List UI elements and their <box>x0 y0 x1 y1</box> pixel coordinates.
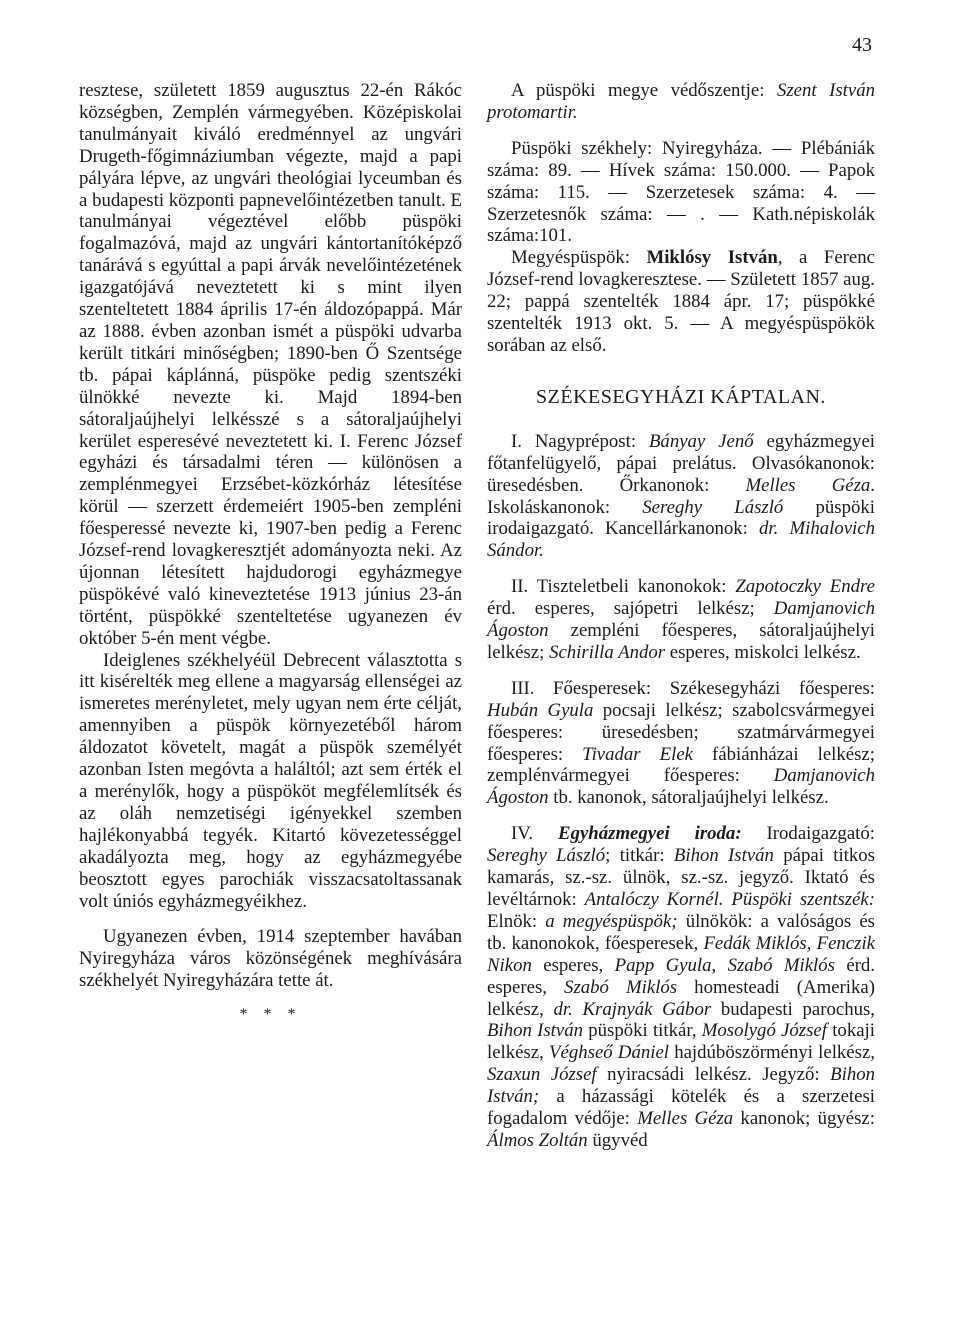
chapter-section-1: I. Nagyprépost: Bányay Jenő egyházmegyei főtanfelügyelő, pápai prelátus. Olvasókanonok: üresedésben. Őrkanonok: Melles Géza. Iskoláskanonok: Sereghy László püspöki irodaigazgató. Kancellárkanonok: dr. Mihalovich Sándor. <box>487 430 876 562</box>
left-column <box>79 80 462 1026</box>
patron-saint-name: Szent István protomartir. <box>487 80 875 123</box>
chapter-section-4: IV. Egyházmegyei iroda: Irodaigazgató: Sereghy László; titkár: Bihon István pápai titkos kamarás, sz.-sz. ülnök, sz.-sz. jegyző. Iktató és levéltárnok: Antalóczy Kornél. Püspöki szentszék: Elnök: a megyéspüspök; ülnökök: a valóságos és tb. kanonokok, főesperesek, Fedák Miklós, Fenczik Nikon esperes, Papp Gyula, Szabó Miklós érd. esperes, Szabó Miklós homesteadi (Amerika) lelkész, dr. Krajnyák Gábor budapesti parochus, Bihon István püspöki titkár, Mosolygó József tokaji lelkész, Véghseő Dániel hajdúböszörményi lelkész, Szaxun József nyiracsádi lelkész. Jegyző: Bihon István; a házassági kötelék és a szerzetesi fogadalom védője: Melles Géza kanonok; ügyész: Álmos Zoltán ügyvéd <box>487 823 876 1151</box>
debrecen-paragraph: Ideiglenes székhelyéül Debrecent választotta s itt kisérelték meg ellene a magyarság ellenségei az ismeretes merényletet, mely ugyan nem érte célját, amennyiben a püspök környezetéből három áldozatot követelt, magát a püspök személyét azonban Isten megóvta a haláltól; azt sem érték el a merénylők, hogy a püspököt megfélemlítsék és az oláh nemzetiségi igényekkel szemben hajlékonyabbá tegyék. Kitartó kövezetességgel akadályozta meg, hogy az egyházmegyébe beosztott egyes parochiák visszacsatoltassanak volt úniós egyházmegyéikhez. <box>79 649 462 912</box>
nyiregyhaza-paragraph: Ugyanezen évben, 1914 szeptember havában Nyiregyháza város közönségének meghívására székhelyét Nyiregyházára tette át. <box>79 926 462 992</box>
diocesan-bishop-paragraph: Megyéspüspök: Miklósy István, a Ferenc József-rend lovagkeresztese. — Született 1857 aug. 22; pappá szentelték 1884 ápr. 17; püspökké szentelték 1913 okt. 5. — A megyéspüspökök sorában az első. <box>487 247 875 356</box>
diocese-statistics: Püspöki székhely: Nyiregyháza. — Plébániák száma: 89. — Hívek száma: 150.000. — Papok száma: 115. — Szerzetesek száma: 4. — Szerzetesnők száma: — . — Kath.népiskolák száma:101. <box>487 137 875 247</box>
bishop-biography-paragraph: resztese, született 1859 augusztus 22-én Rákóc községben, Zemplén vármegyében. Középiskolai tanulmányait kiváló eredménnyel az ungvári Drugeth-főgimnáziumban végezte, majd a papi pályára lépve, az ungvári theológiai lyceumban és a budapesti központi papnevelőintézetben tanult. E tanulmányai végeztével előbb püspöki fogalmazóvá, majd az ungvári kántortanítóképző tanárává s egyúttal a papi árvák nevelőintézetének igazgatójává neveztetett ki s mint ilyen szenteltetett 1884 április 17-én áldozópappá. Már az 1888. évben azonban ismét a püspöki udvarba került titkári minőségben; 1890-ben Ő Szentsége tb. pápai káplánná, püspöke pedig szentszéki ülnökké nevezte ki. Majd 1894-ben sátoraljaújhelyi lelkésszé s a sátoraljaújhelyi kerület esperesévé neveztetett ki. I. Ferenc József egyházi és társadalmi téren — különösen a zemplénmegyei Erzsébet-közkórház létesítése körül — szerzett érdemeiért 1905-ben zempléni főesperessé nevezte ki, 1907-ben pedig a Ferenc József-rend lovagkeresztjét adományozta neki. Az újonnan létesített hajdudorogi egyházmegye püspökévé való kineveztetése 1913 június 23-án történt, püspökké szenteltetése ugyanezen év október 5-én ment végbe. <box>79 80 462 649</box>
page-number: 43 <box>852 34 872 56</box>
chapter-section-2: II. Tiszteletbeli kanonokok: Zapotoczky Endre érd. esperes, sajópetri lelkész; Damjanovich Ágoston zempléni főesperes, sátoraljaújhelyi lelkész; Schirilla Andor esperes, miskolci lelkész. <box>487 576 875 663</box>
section-divider-stars: * * * <box>239 1006 302 1024</box>
right-column <box>487 80 875 1152</box>
chapter-heading: SZÉKESEGYHÁZI KÁPTALAN. <box>536 385 826 408</box>
patron-saint-paragraph: A püspöki megye védőszentje: Szent István protomartir. <box>487 80 875 123</box>
bishop-name: Miklósy István <box>646 247 778 269</box>
chapter-section-3: III. Főesperesek: Székesegyházi főesperes: Hubán Gyula pocsaji lelkész; szabolcsvármegyei főesperes: üresedésben; szatmárvármegyei főesperes: Tivadar Elek fábiánházai lelkész; zemplénvármegyei főesperes: Damjanovich Ágoston tb. kanonok, sátoraljaújhelyi lelkész. <box>487 677 875 809</box>
